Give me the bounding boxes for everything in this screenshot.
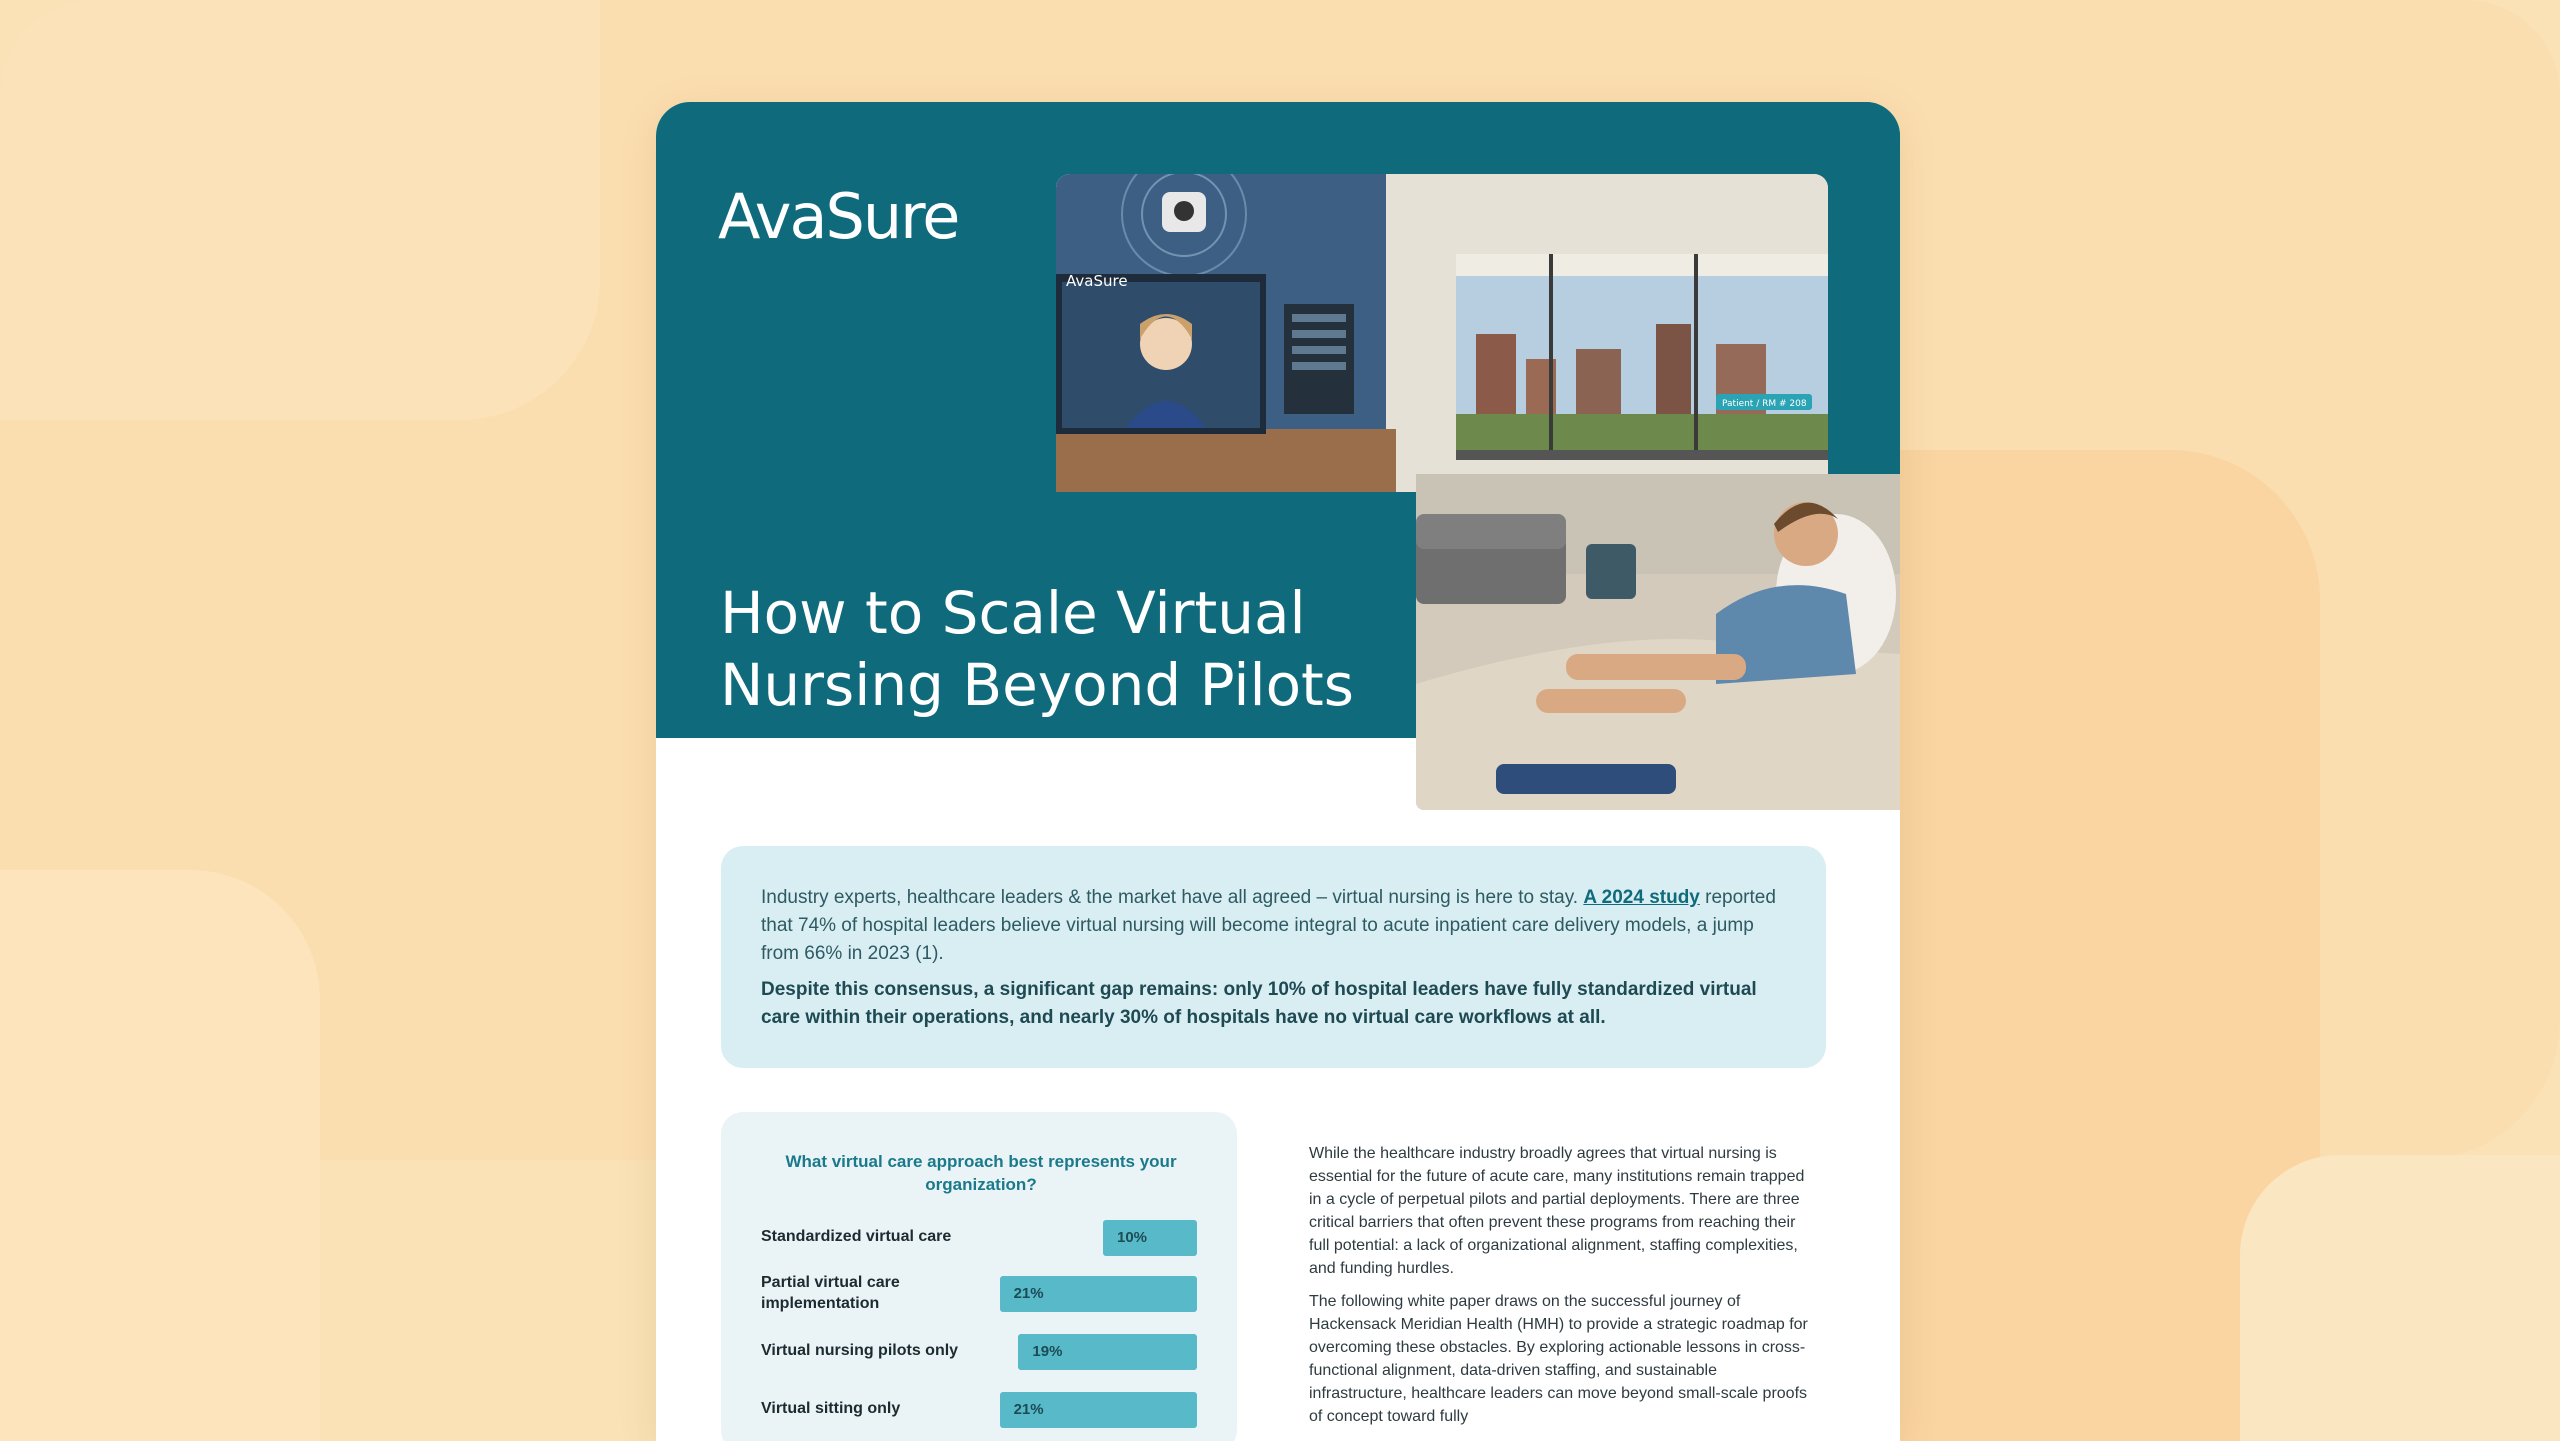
chart-category-label: Virtual sitting only	[761, 1400, 901, 1417]
hero-photo-virtual-nurse	[1056, 174, 1828, 492]
body-paragraph: While the healthcare industry broadly agrees that virtual nursing is essential for the future of acute care, many institutions remain trapped in a cycle of perpetual pilots and partial deployments. There are three critical barriers that often prevent these programs from reaching their full potential: a lack of organizational alignment, staffing complexities, and funding hurdles.	[1309, 1145, 1805, 1277]
intro-highlight: Despite this consensus, a significant gap remains: only 10% of hospital leaders have fully standardized virtual care within their operations, and nearly 30% of hospitals have no virtual care workflows at all.	[761, 979, 1757, 1028]
white-paper-preview	[656, 102, 1900, 1441]
chart-data-label: 19%	[1032, 1343, 1063, 1360]
avasure-logo: AvaSure	[718, 180, 959, 253]
chart-data-label: 21%	[1013, 1285, 1044, 1302]
chart-bar	[1000, 1392, 1197, 1428]
survey-chart	[721, 1112, 1237, 1441]
hero-photo-patient	[1416, 474, 1900, 810]
room-tag-label: Patient / RM # 208	[1722, 399, 1807, 409]
chart-category-label: Standardized virtual care	[761, 1228, 952, 1245]
study-link[interactable]: A 2024 study	[1583, 887, 1700, 908]
intro-paragraph: Industry experts, healthcare leaders & the market have all agreed – virtual nursing is here to stay. A 2024 study reported that 74% of hospital leaders believe virtual nursing will become integral to acute inpatient care delivery models, a jump from 66% in 2023 (1).	[761, 887, 1776, 964]
chart-bar	[1000, 1276, 1197, 1312]
background-shape	[0, 870, 320, 1441]
background-shape	[2240, 1155, 2560, 1441]
body-paragraph: The following white paper draws on the successful journey of Hackensack Meridian Health (HMH) to provide a strategic roadmap for overcoming these obstacles. By exploring actionable lessons in cross-functional alignment, data-driven staffing, and sustainable infrastructure, healthcare leaders can move beyond small-scale proofs of concept toward fully	[1309, 1293, 1808, 1425]
chart-data-label: 21%	[1013, 1401, 1044, 1418]
page-title: How to Scale Virtual Nursing Beyond Pilots	[720, 578, 1355, 719]
chart-title: What virtual care approach best represents your organization?	[785, 1152, 1177, 1194]
chart-category-label: Partial virtual care implementation	[761, 1274, 900, 1312]
chart-bar	[1018, 1334, 1197, 1370]
intro-callout	[721, 846, 1826, 1068]
chart-data-label: 10%	[1117, 1229, 1148, 1246]
tv-logo-label: AvaSure	[1066, 272, 1128, 290]
chart-bar	[1103, 1220, 1197, 1256]
background-shape	[0, 0, 600, 420]
body-copy	[1309, 1142, 1809, 1438]
chart-category-label: Virtual nursing pilots only	[761, 1342, 959, 1359]
